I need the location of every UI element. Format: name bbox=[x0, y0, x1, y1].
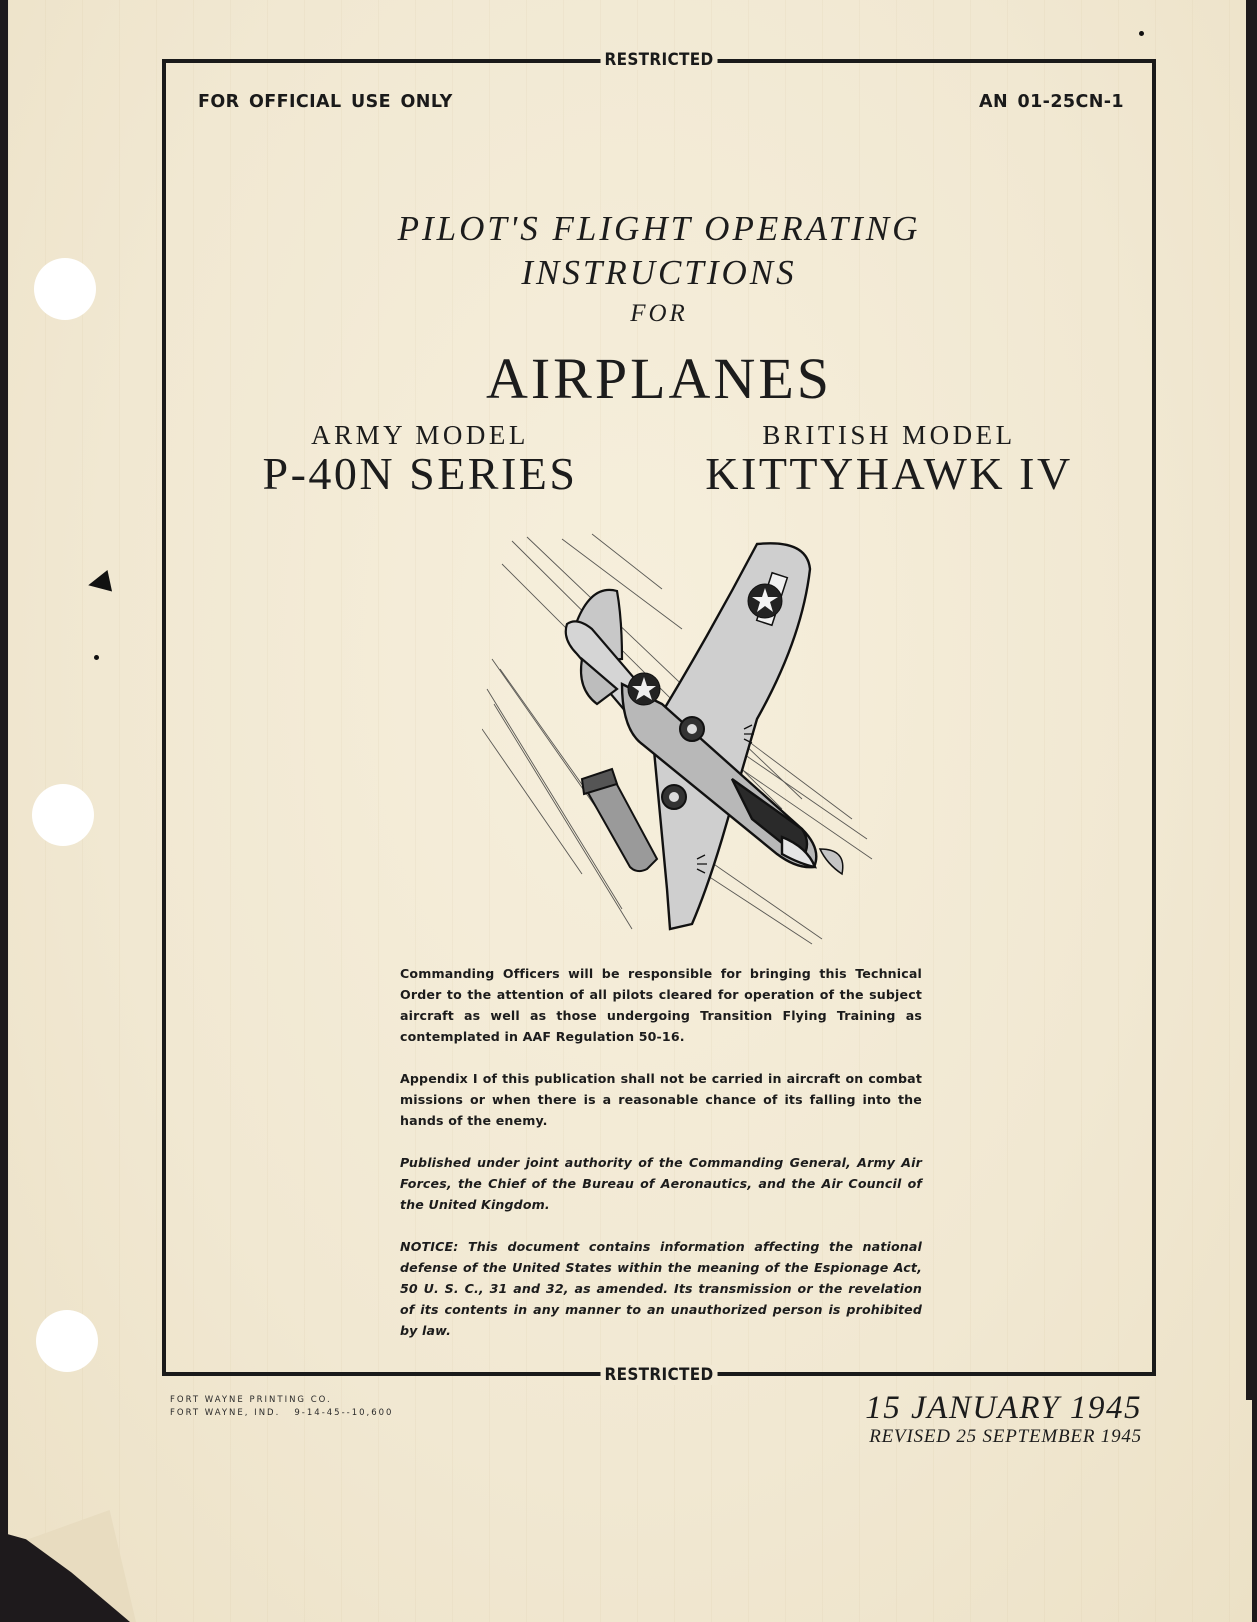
page-title: AIRPLANES bbox=[485, 346, 833, 411]
revision-date: REVISED 25 SEPTEMBER 1945 bbox=[869, 1426, 1142, 1447]
british-model-label: BRITISH MODEL bbox=[762, 420, 1016, 450]
british-model-block bbox=[676, 420, 1102, 499]
paragraph-appendix-warning: Appendix I of this publication shall not be carried in aircraft on combat missions or when there is a reasonable chance of its falling into the hands of the enemy. bbox=[400, 1071, 922, 1128]
binder-hole-bottom bbox=[36, 1310, 98, 1372]
publication-dates bbox=[865, 1390, 1142, 1448]
army-model-block bbox=[244, 420, 596, 499]
title-line-2: INSTRUCTIONS bbox=[521, 253, 797, 292]
title-line-3: FOR bbox=[630, 300, 688, 327]
ink-speck bbox=[1139, 31, 1144, 36]
document-page bbox=[8, 0, 1252, 1622]
army-model-name: P-40N SERIES bbox=[262, 448, 578, 499]
printer-imprint bbox=[170, 1394, 393, 1420]
british-model-name: KITTYHAWK IV bbox=[705, 448, 1073, 499]
army-model-label: ARMY MODEL bbox=[311, 420, 529, 450]
binder-hole-middle bbox=[32, 784, 94, 846]
issue-date: 15 JANUARY 1945 bbox=[865, 1390, 1142, 1426]
fighter-airplane-icon bbox=[482, 529, 882, 949]
paragraph-espionage-notice: NOTICE: This document contains information affecting the national defense of the United States within the meaning of the Espionage Act, 50 U. S. C., 31 and 32, as amended. Its transmission or the revelation of its contents in any manner to an unauthorized person is prohibited by law. bbox=[400, 1239, 922, 1338]
printer-name: FORT WAYNE PRINTING CO. bbox=[170, 1395, 332, 1405]
document-frame bbox=[162, 50, 1156, 1385]
ink-speck bbox=[94, 655, 99, 660]
paragraph-distribution: Commanding Officers will be responsible for bringing this Technical Order to the attention of all pilots cleared for operation of the subject aircraft as well as those undergoing Transition Flying Training as contemplated in AAF Regulation 50-16. bbox=[400, 966, 922, 1044]
binder-hole-top bbox=[34, 258, 96, 320]
security-marking-top: RESTRICTED bbox=[601, 50, 718, 70]
distribution-notice: FOR OFFICIAL USE ONLY bbox=[198, 92, 453, 112]
notice-paragraphs bbox=[400, 963, 922, 1362]
title-line-1: PILOT'S FLIGHT OPERATING bbox=[397, 209, 921, 248]
printer-location-code: FORT WAYNE, IND. 9-14-45--10,600 bbox=[170, 1408, 394, 1418]
index-tab-mark-icon bbox=[86, 570, 112, 596]
security-marking-bottom: RESTRICTED bbox=[601, 1365, 718, 1385]
publication-number: AN 01-25CN-1 bbox=[979, 92, 1124, 112]
paragraph-authority: Published under joint authority of the Commanding General, Army Air Forces, the Chief of the Bureau of Aeronautics, and the Air Council of the United Kingdom. bbox=[400, 1155, 922, 1212]
scan-edge bbox=[1246, 0, 1252, 1400]
